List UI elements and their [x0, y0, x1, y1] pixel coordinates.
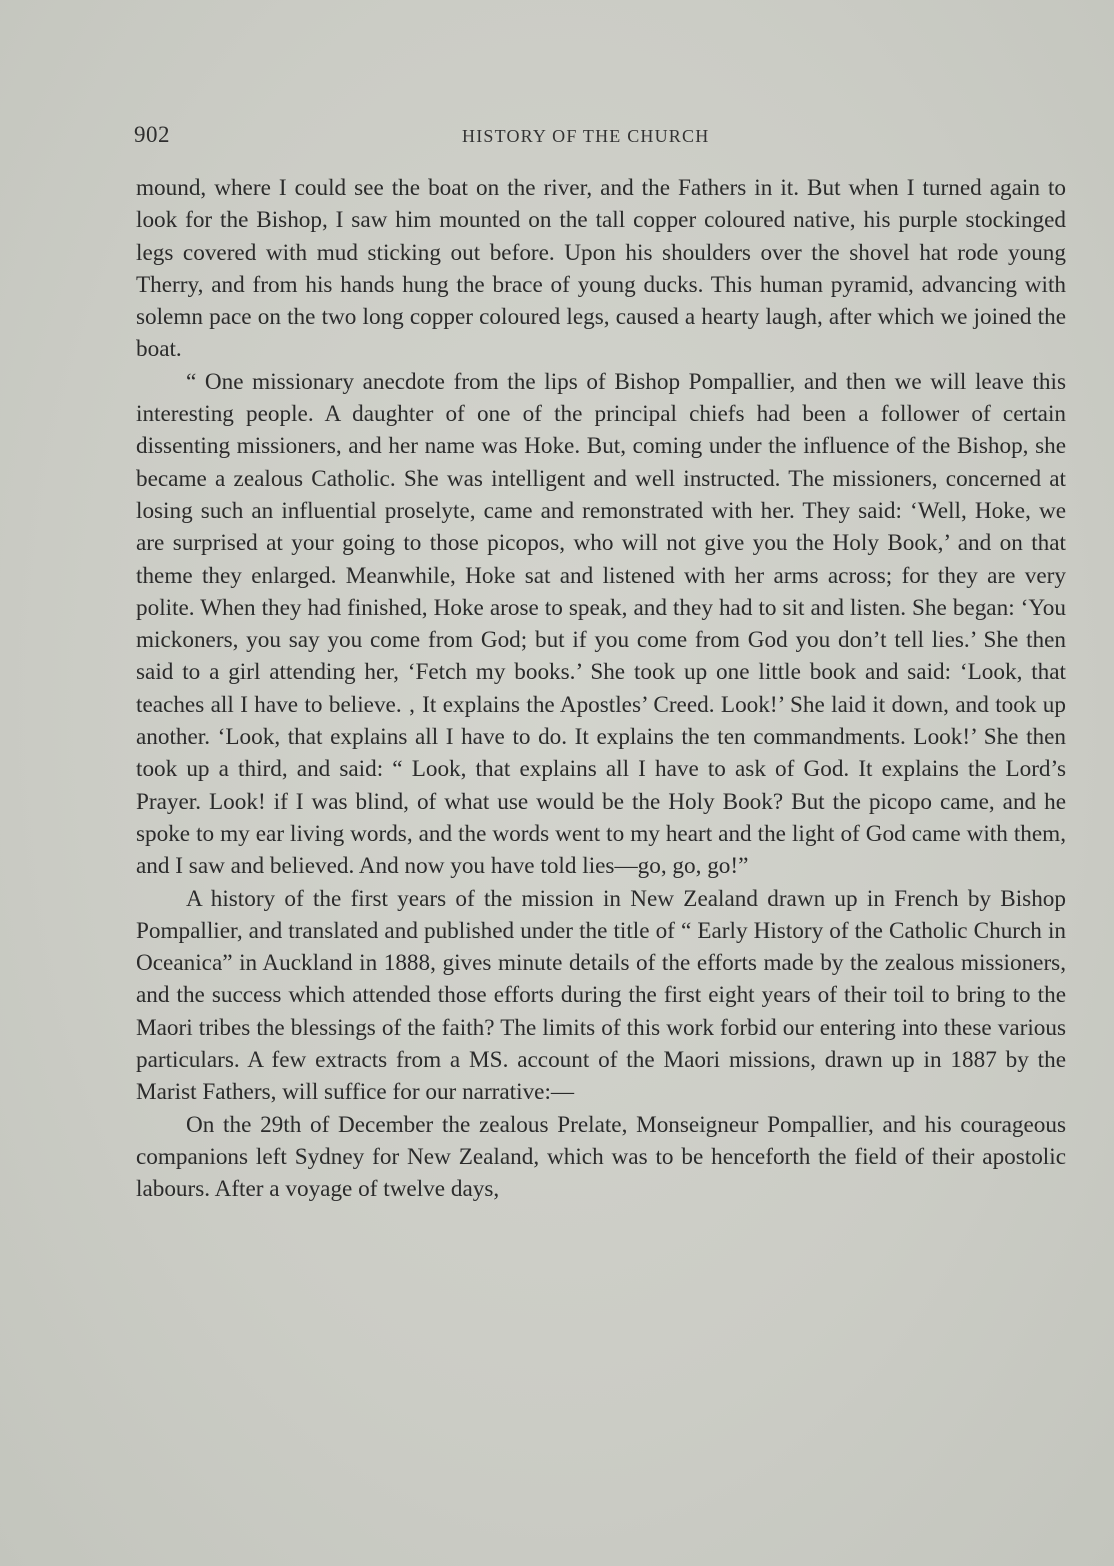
paragraph-continuation: mound, where I could see the boat on the river, and the Fathers in it. But when I turned again to look for the Bishop, I saw him mounted on the tall copper coloured native, his purple stockinged legs covered with mud sticking out before. Upon his shoulders over the shovel hat rode young Therry, and from his hands hung the brace of young ducks. This human pyramid, advancing with solemn pace on the two long copper coloured legs, caused a hearty laugh, after which we joined the boat. — [136, 175, 1066, 363]
page-number: 902 — [134, 122, 170, 147]
paragraph-mission-history: A history of the first years of the mission in New Zealand drawn up in French by Bishop Pompallier, and translated and published under the title of “ Early History of the Catholic Church in Oceanica” in Auckland in 1888, gives minute details of the efforts made by the zealous missioners, and the success which attended those efforts during the first eight years of their toil to bring to the Maori tribes the blessings of the faith? The limits of this work forbid our entering into these various particulars. A few extracts from a MS. account of the Maori missions, drawn up in 1887 by the Marist Fathers, will suffice for our narrative:— — [136, 885, 1066, 1106]
running-head: HISTORY OF THE CHURCH — [462, 126, 710, 146]
body-text — [136, 172, 1066, 1206]
paragraph-voyage: On the 29th of December the zealous Prelate, Monseigneur Pompallier, and his courageous companions left Sydney for New Zealand, which was to be henceforth the field of their apostolic labours. After a voyage of twelve days, — [136, 1111, 1066, 1203]
paragraph-hoke-anecdote: “ One missionary anecdote from the lips of Bishop Pompallier, and then we will leave this interesting people. A daughter of one of the principal chiefs had been a follower of certain dissenting missioners, and her name was Hoke. But, coming under the influence of the Bishop, she became a zealous Catholic. She was intelligent and well instructed. The missioners, concerned at losing such an influential proselyte, came and remonstrated with her. They said: ‘Well, Hoke, we are surprised at your going to those picopos, who will not give you the Holy Book,’ and on that theme they enlarged. Meanwhile, Hoke sat and listened with her arms across; for they are very polite. When they had finished, Hoke arose to speak, and they had to sit and listen. She began: ‘You mickoners, you say you come from God; but if you come from God you don’t tell lies.’ She then said to a girl attending her, ‘Fetch my books.’ She took up one little book and said: ‘Look, that teaches all I have to believe. ‚ It explains the Apostles’ Creed. Look!’ She laid it down, and took up another. ‘Look, that explains all I have to do. It explains the ten commandments. Look!’ She then took up a third, and said: “ Look, that explains all I have to ask of God. It explains the Lord’s Prayer. Look! if I was blind, of what use would be the Holy Book? But the picopo came, and he spoke to my ear living words, and the words went to my heart and the light of God came with them, and I saw and believed. And now you have told lies—go, go, go!” — [136, 368, 1066, 880]
